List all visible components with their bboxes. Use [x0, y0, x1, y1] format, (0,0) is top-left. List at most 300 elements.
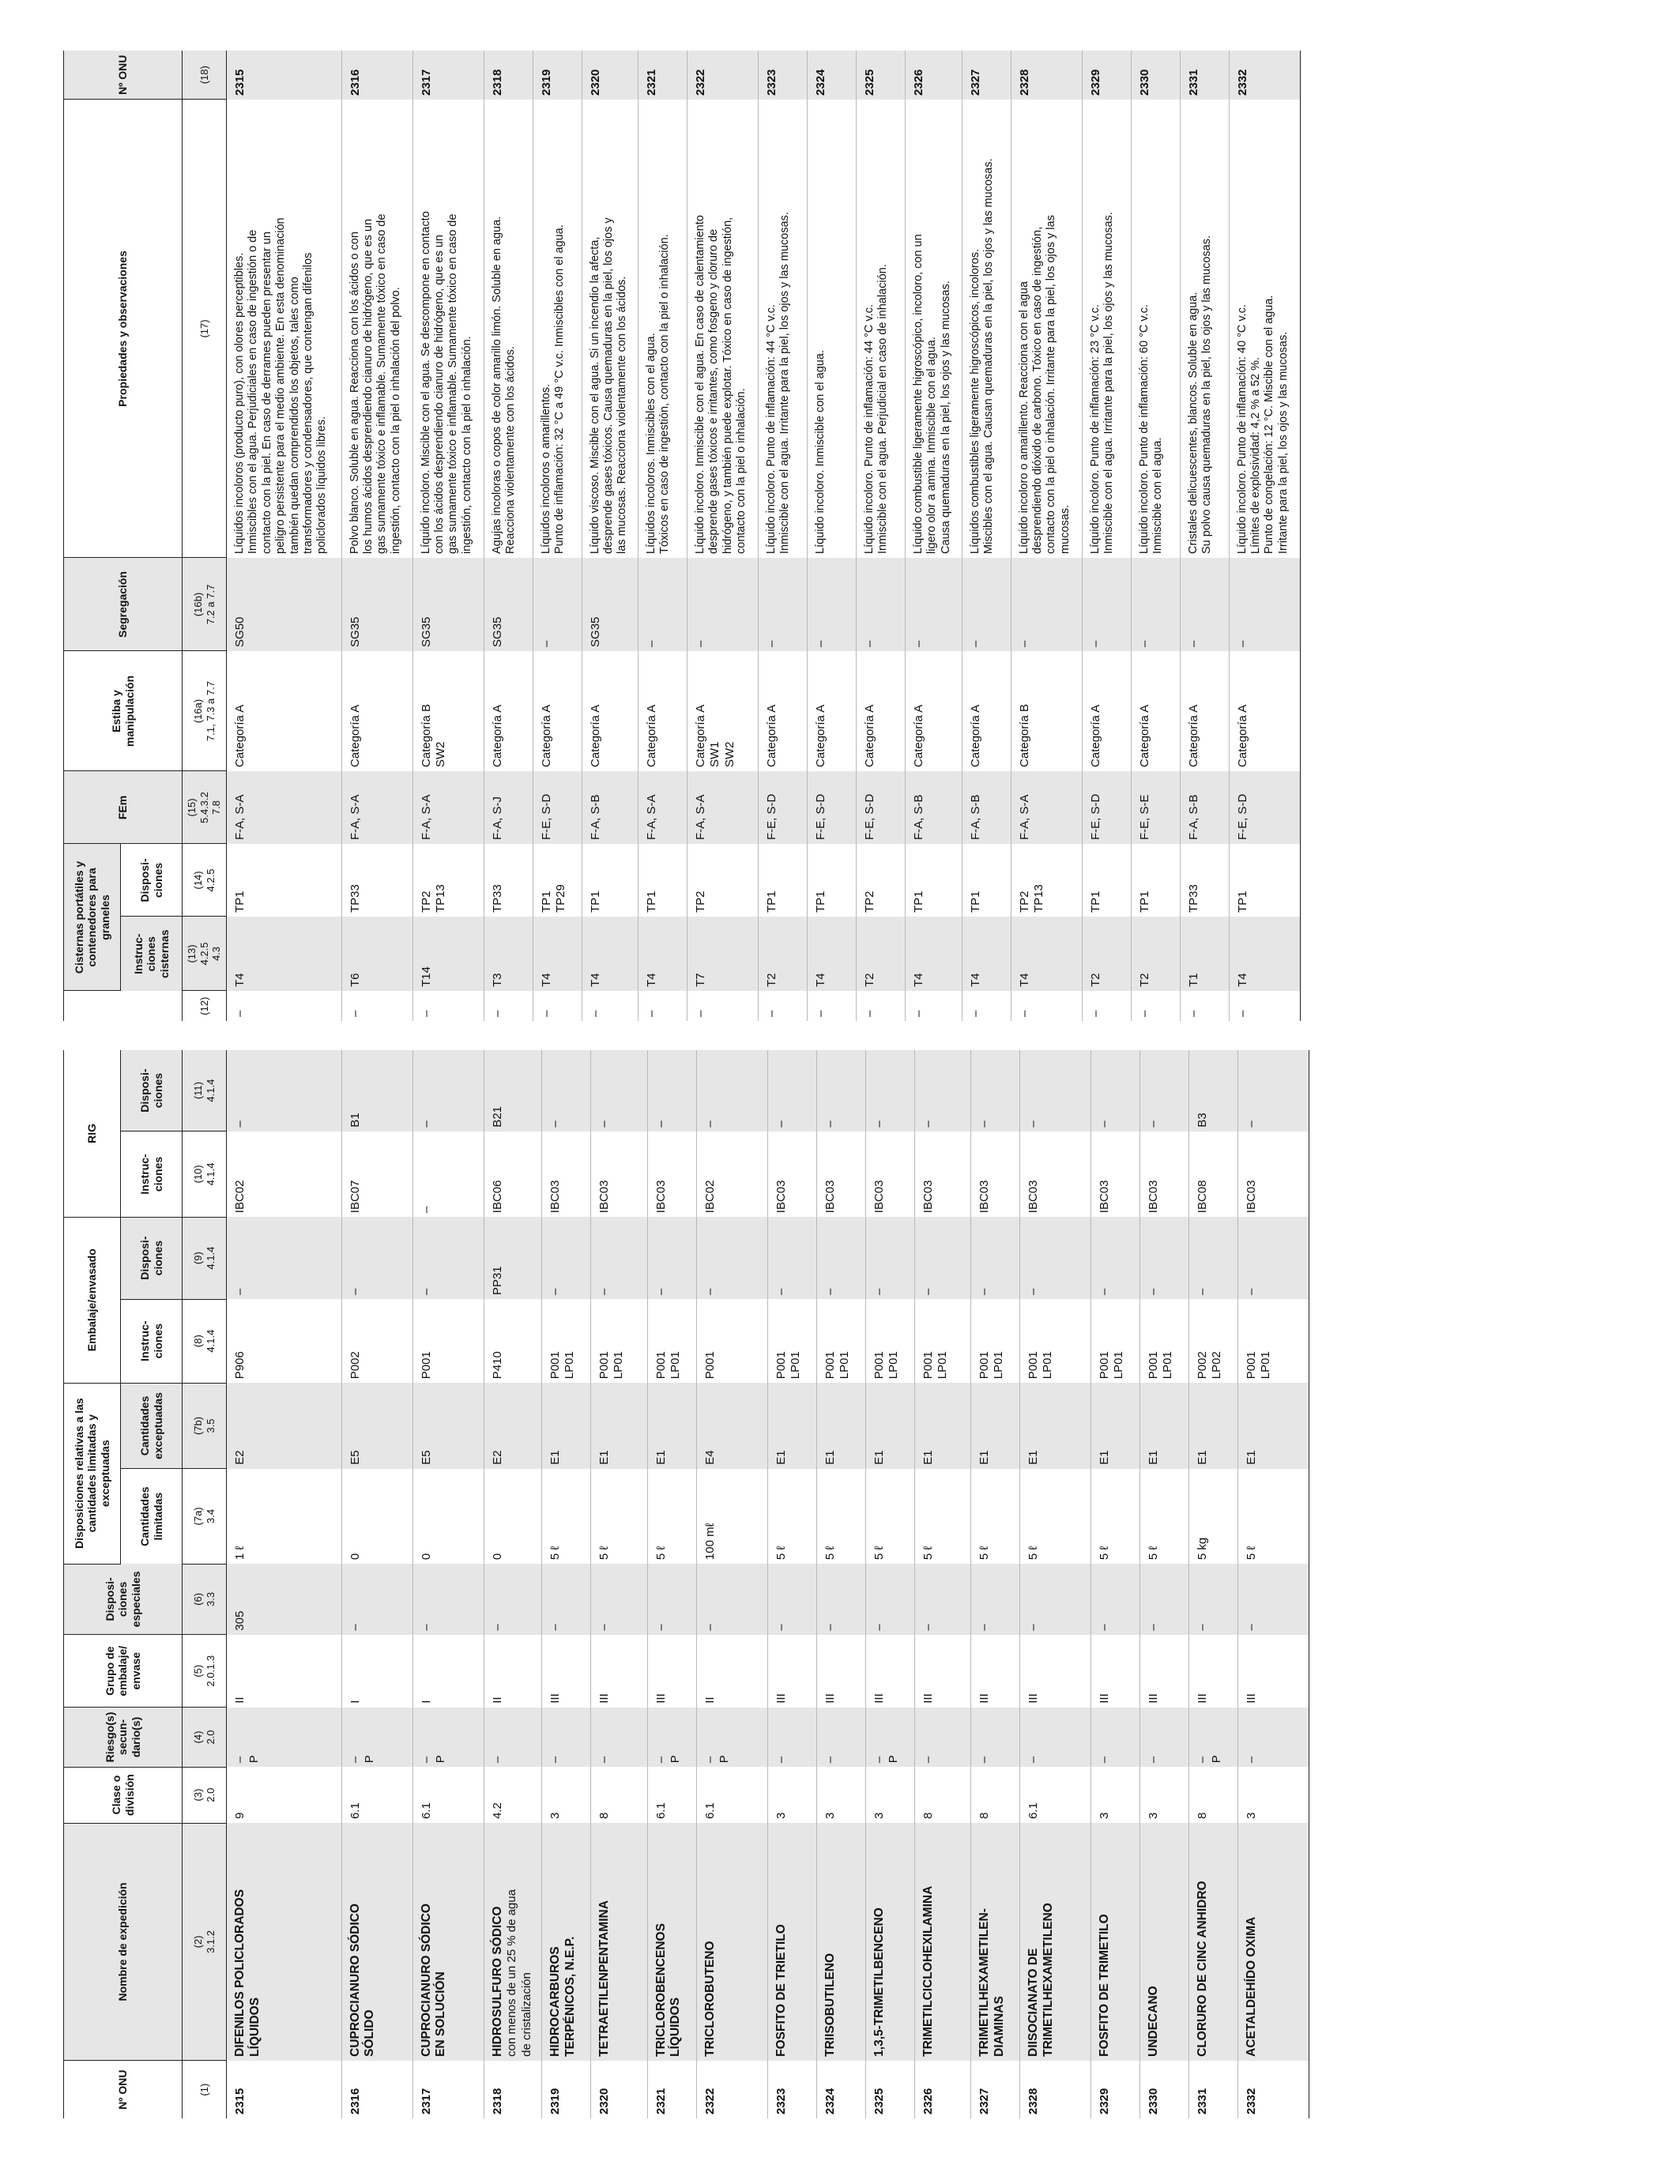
- tank-provisions-line: TP13: [433, 884, 447, 913]
- subsidiary-risk-line: –: [1098, 1756, 1111, 1764]
- col-12: –: [906, 991, 962, 1021]
- tank-provisions-line: TP13: [1031, 884, 1045, 913]
- stowage-line: SW2: [722, 741, 736, 767]
- un-number: 2328: [1020, 2061, 1091, 2118]
- properties: [1180, 100, 1229, 558]
- tank-instructions: T2: [1082, 917, 1131, 991]
- shipping-name: [591, 1823, 648, 2061]
- properties-line: desprendiendo dióxido de carbono. Tóxico en caso de ingestión,: [1030, 226, 1044, 554]
- un-number: 2332: [1238, 2061, 1309, 2118]
- tank-provisions: [533, 844, 582, 917]
- table-row: [1238, 1050, 1309, 2118]
- properties-line: Líquidos combustibles ligeramente higroscópicos, incoloros.: [968, 248, 981, 554]
- properties: [1011, 100, 1082, 558]
- table-row: [962, 51, 1011, 1021]
- header-segregation: Segregación: [64, 558, 183, 651]
- packing-provisions: –: [341, 1217, 412, 1299]
- un-number-right: 2320: [582, 51, 638, 100]
- properties: [687, 100, 759, 558]
- packing-provisions: –: [1020, 1217, 1091, 1299]
- ibc-instructions: IBC03: [591, 1132, 648, 1218]
- table-row: [687, 51, 759, 1021]
- subsidiary-risk: [971, 1708, 1020, 1768]
- excepted-quantity: E2: [484, 1383, 542, 1469]
- packing-provisions: –: [696, 1217, 767, 1299]
- packing-instructions-line: P001: [921, 1351, 935, 1380]
- ibc-provisions: B3: [1189, 1050, 1238, 1132]
- properties-line: Líquido incoloro. Miscible con el agua. Se descompone en contacto: [419, 211, 432, 554]
- tank-provisions: [1229, 844, 1300, 917]
- properties-line: Inmiscible con el agua. Irritante para la piel, los ojos y las mucosas.: [1102, 212, 1115, 554]
- tank-instructions: T2: [759, 917, 808, 991]
- packing-provisions: –: [914, 1217, 971, 1299]
- segregation: –: [1011, 558, 1082, 651]
- packing-instructions: [227, 1299, 342, 1383]
- ibc-instructions: IBC03: [1020, 1132, 1091, 1218]
- special-provisions: –: [816, 1564, 865, 1635]
- special-provisions: –: [647, 1564, 696, 1635]
- tank-provisions-line: TP1: [1235, 891, 1249, 913]
- special-provisions: –: [914, 1564, 971, 1635]
- excepted-quantity: E1: [767, 1383, 816, 1469]
- properties-line: Líquidos incoloros. Inmiscibles con el agua.: [645, 333, 657, 554]
- un-number-right: 2332: [1229, 51, 1300, 100]
- packing-provisions: –: [412, 1217, 484, 1299]
- table-row: [412, 1050, 484, 2118]
- packing-instructions-line: P906: [233, 1351, 247, 1380]
- limited-quantity: 5 ℓ: [591, 1469, 648, 1564]
- tank-provisions-line: TP1: [814, 891, 827, 913]
- subsidiary-risk-line: –: [597, 1756, 611, 1764]
- ibc-provisions: –: [914, 1050, 971, 1132]
- subsidiary-risk-line: –: [703, 1756, 717, 1764]
- tank-provisions-line: TP2: [863, 891, 876, 913]
- packing-instructions-line: LP01: [886, 1351, 900, 1380]
- subsidiary-risk-line: –: [233, 1756, 247, 1764]
- limited-quantity: 5 ℓ: [1238, 1469, 1309, 1564]
- special-provisions: –: [865, 1564, 914, 1635]
- packing-provisions: –: [1091, 1217, 1140, 1299]
- stowage: [1180, 651, 1229, 771]
- un-number: 2320: [591, 2061, 648, 2118]
- packing-group: III: [1091, 1635, 1140, 1708]
- segregation: –: [962, 558, 1011, 651]
- limited-quantity: 5 ℓ: [1140, 1469, 1189, 1564]
- limited-quantity: 0: [341, 1469, 412, 1564]
- shipping-name-line: CLORURO DE CINC ANHIDRO: [1196, 1881, 1209, 2057]
- shipping-name: [971, 1823, 1020, 2061]
- tank-provisions-line: TP1: [233, 891, 247, 913]
- colnum-7a: (7a) 3.4: [183, 1469, 227, 1564]
- subsidiary-risk-line: P: [668, 1755, 682, 1764]
- subsidiary-risk: [227, 1708, 342, 1768]
- stowage: [412, 651, 484, 771]
- properties-line: contacto con la piel o inhalación.: [735, 388, 748, 554]
- stowage: [1131, 651, 1180, 771]
- un-number: 2319: [542, 2061, 591, 2118]
- stowage-line: Categoría A: [233, 704, 247, 767]
- un-number-right: 2328: [1011, 51, 1082, 100]
- packing-group: III: [591, 1635, 648, 1708]
- stowage-line: Categoría A: [1235, 704, 1249, 767]
- shipping-name: [1020, 1823, 1091, 2061]
- properties-line: Líquido combustible ligeramente higroscópico, incoloro, con un: [912, 234, 925, 554]
- packing-instructions-line: LP01: [788, 1351, 802, 1380]
- dangerous-goods-table-left: [63, 1050, 1309, 2118]
- tank-provisions: [1011, 844, 1082, 917]
- stowage-line: Categoría A: [1088, 704, 1102, 767]
- packing-instructions: [647, 1299, 696, 1383]
- subsidiary-risk: [816, 1708, 865, 1768]
- properties-line: Límites de explosividad: 4,2 % a 52 %.: [1249, 356, 1262, 554]
- ibc-provisions: –: [971, 1050, 1020, 1132]
- table-row: [906, 51, 962, 1021]
- shipping-name-line: FOSFITO DE TRIETILO: [774, 1924, 788, 2057]
- properties-line: peligro persistente para el medio ambiente. En esta denominación: [274, 217, 288, 554]
- subsidiary-risk-line: –: [872, 1756, 886, 1764]
- packing-instructions-line: LP01: [563, 1351, 577, 1380]
- col-12: –: [412, 991, 484, 1021]
- special-provisions: –: [412, 1564, 484, 1635]
- col-12: –: [1082, 991, 1131, 1021]
- un-number: 2325: [865, 2061, 914, 2118]
- col-12: –: [638, 991, 687, 1021]
- class: 8: [971, 1767, 1020, 1823]
- right-table-panel: [63, 51, 1301, 1021]
- properties: [484, 100, 533, 558]
- header-subsidiary-risk: Riesgo(s) secun- dario(s): [64, 1708, 183, 1768]
- stowage-line: Categoría A: [645, 704, 658, 767]
- stowage-line: SW2: [433, 741, 447, 767]
- excepted-quantity: E4: [696, 1383, 767, 1469]
- colnum-2: (2) 3.1.2: [183, 1823, 227, 2061]
- shipping-name-line: FOSFITO DE TRIMETILO: [1098, 1914, 1111, 2057]
- properties-line: Polvo blanco. Soluble en agua. Reacciona con los ácidos o con: [348, 232, 361, 554]
- header-ems: FEm: [64, 771, 183, 844]
- header-packing-provisions: Disposi- ciones: [121, 1217, 183, 1299]
- shipping-name: [816, 1823, 865, 2061]
- properties-line: Líquido viscoso. Miscible con el agua. Si un incendio la afecta,: [588, 236, 601, 554]
- un-number: 2324: [816, 2061, 865, 2118]
- stowage-line: Categoría B: [419, 703, 433, 767]
- shipping-name: [647, 1823, 696, 2061]
- header-special-provisions: Disposi- ciones especiales: [64, 1564, 183, 1635]
- packing-instructions-line: LP01: [992, 1351, 1006, 1380]
- table-row: [542, 1050, 591, 2118]
- tank-provisions-line: TP2: [694, 891, 707, 913]
- col-12: –: [808, 991, 857, 1021]
- header-packing-group: Grupo de embalaje/ envase: [64, 1635, 183, 1708]
- excepted-quantity: E2: [227, 1383, 342, 1469]
- ibc-provisions: –: [1091, 1050, 1140, 1132]
- ibc-instructions: IBC03: [1140, 1132, 1189, 1218]
- stowage: [687, 651, 759, 771]
- subsidiary-risk-line: P: [433, 1755, 447, 1764]
- properties-line: Causa quemaduras en la piel, los ojos y las mucosas.: [939, 281, 952, 554]
- properties: [1082, 100, 1131, 558]
- packing-provisions: –: [647, 1217, 696, 1299]
- subsidiary-risk: [1140, 1708, 1189, 1768]
- stowage-line: Categoría A: [1186, 704, 1200, 767]
- ibc-provisions: –: [767, 1050, 816, 1132]
- packing-instructions-line: LP01: [1161, 1351, 1175, 1380]
- un-number-right: 2322: [687, 51, 759, 100]
- colnum-4: (4) 2.0: [183, 1708, 227, 1768]
- shipping-name-line: DIAMINAS: [992, 1996, 1006, 2057]
- shipping-name: [412, 1823, 484, 2061]
- ibc-instructions: IBC03: [1238, 1132, 1309, 1218]
- properties-line: Miscibles con el agua. Causan quemaduras en la piel, los ojos y las mucosas.: [981, 158, 995, 554]
- shipping-name-line: DIFENILOS POLICLORADOS: [233, 1889, 247, 2057]
- packing-instructions-line: P001: [548, 1351, 562, 1380]
- packing-group: I: [341, 1635, 412, 1708]
- un-number-right: 2330: [1131, 51, 1180, 100]
- properties-line: hidrógeno, y también puede explotar. Tóxico en caso de ingestión,: [721, 217, 734, 554]
- un-number-right: 2321: [638, 51, 687, 100]
- colnum-12: (12): [183, 991, 227, 1021]
- subsidiary-risk-line: –: [490, 1756, 504, 1764]
- limited-quantity: 0: [412, 1469, 484, 1564]
- properties-line: gas sumamente tóxico e inflamable. Sumamente tóxico en caso de: [375, 213, 389, 554]
- class: 6.1: [647, 1767, 696, 1823]
- packing-instructions: [412, 1299, 484, 1383]
- header-group-quantities: Disposiciones relativas a las cantidades limitadas y exceptuadas: [64, 1383, 121, 1564]
- excepted-quantity: E5: [412, 1383, 484, 1469]
- table-row: [533, 51, 582, 1021]
- properties-line: las mucosas. Reacciona violentamente con los ácidos.: [616, 276, 629, 554]
- class: 8: [914, 1767, 971, 1823]
- properties: [533, 100, 582, 558]
- stowage-line: Categoría A: [348, 704, 362, 767]
- segregation: –: [808, 558, 857, 651]
- properties-line: desprende gases tóxicos. Causa quemaduras en la piel, los ojos y: [601, 217, 615, 554]
- tank-provisions-line: TP1: [968, 891, 982, 913]
- un-number: 2315: [227, 2061, 342, 2118]
- un-number-right: 2315: [227, 51, 342, 100]
- table-row: [759, 51, 808, 1021]
- properties-line: también quedan comprendidos los objetos, tales como: [288, 277, 301, 554]
- stowage: [227, 651, 342, 771]
- packing-group: III: [767, 1635, 816, 1708]
- table-row: [1189, 1050, 1238, 2118]
- colnum-16b: (16b) 7.2 a 7.7: [183, 558, 227, 651]
- segregation: –: [1082, 558, 1131, 651]
- packing-instructions: [1020, 1299, 1091, 1383]
- subsidiary-risk: [542, 1708, 591, 1768]
- packing-instructions: [696, 1299, 767, 1383]
- un-number: 2318: [484, 2061, 542, 2118]
- shipping-name: [1091, 1823, 1140, 2061]
- ibc-provisions: –: [591, 1050, 648, 1132]
- properties: [857, 100, 906, 558]
- subsidiary-risk-line: P: [886, 1755, 900, 1764]
- packing-provisions: –: [591, 1217, 648, 1299]
- header-ibc-instructions: Instruc- ciones: [121, 1132, 183, 1218]
- ibc-instructions: IBC03: [1091, 1132, 1140, 1218]
- stowage-line: Categoría A: [863, 704, 876, 767]
- shipping-name-line: TRIMETILHEXAMETILENO: [1041, 1903, 1055, 2057]
- class: 3: [865, 1767, 914, 1823]
- excepted-quantity: E1: [816, 1383, 865, 1469]
- tank-provisions: [808, 844, 857, 917]
- left-table-panel: [63, 1050, 1309, 2118]
- un-number: 2322: [696, 2061, 767, 2118]
- properties-line: Líquido incoloro. Punto de inflamación: 60 °C v.c.: [1137, 304, 1151, 554]
- table-row: [484, 1050, 542, 2118]
- packing-instructions: [1238, 1299, 1309, 1383]
- packing-instructions-line: P002: [1196, 1351, 1209, 1380]
- subsidiary-risk-line: –: [1245, 1756, 1258, 1764]
- subsidiary-risk: [484, 1708, 542, 1768]
- colnum-18: (18): [183, 51, 227, 100]
- header-ibc-provisions: Disposi- ciones: [121, 1050, 183, 1132]
- shipping-name: [914, 1823, 971, 2061]
- ems: F-E, S-D: [857, 771, 906, 844]
- shipping-name-line: SÓLIDO: [363, 2009, 377, 2057]
- properties: [341, 100, 412, 558]
- stowage-line: SW1: [708, 741, 722, 767]
- col-12: –: [759, 991, 808, 1021]
- tank-instructions: T3: [484, 917, 533, 991]
- ibc-instructions: IBC03: [971, 1132, 1020, 1218]
- subsidiary-risk: [767, 1708, 816, 1768]
- subsidiary-risk-line: P: [247, 1755, 262, 1764]
- table-row: [582, 51, 638, 1021]
- col-12: –: [962, 991, 1011, 1021]
- shipping-name-line: CUPROCIANURO SÓDICO: [419, 1903, 433, 2057]
- subsidiary-risk: [1189, 1708, 1238, 1768]
- properties-line: Inmiscible con el agua. Irritante para la piel, los ojos y las mucosas.: [778, 212, 792, 554]
- properties: [759, 100, 808, 558]
- un-number-right: 2317: [412, 51, 484, 100]
- ems: F-A, S-B: [1180, 771, 1229, 844]
- segregation: –: [687, 558, 759, 651]
- segregation: –: [1131, 558, 1180, 651]
- shipping-name-line: TRICLOROBUTENO: [703, 1941, 717, 2057]
- shipping-name-line: LÍQUIDOS: [247, 1997, 262, 2057]
- shipping-name: [227, 1823, 342, 2061]
- shipping-name: [767, 1823, 816, 2061]
- packing-instructions: [484, 1299, 542, 1383]
- stowage: [484, 651, 533, 771]
- tank-provisions: [1082, 844, 1131, 917]
- properties-line: Reacciona violentamente con los ácidos.: [503, 346, 517, 554]
- segregation: –: [1180, 558, 1229, 651]
- col-12: –: [227, 991, 342, 1021]
- tank-instructions: T4: [1229, 917, 1300, 991]
- stowage-line: Categoría A: [588, 704, 602, 767]
- colnum-7b: (7b) 3.5: [183, 1383, 227, 1469]
- ibc-instructions: –: [412, 1132, 484, 1218]
- un-number: 2330: [1140, 2061, 1189, 2118]
- table-row: [865, 1050, 914, 2118]
- subsidiary-risk: [1020, 1708, 1091, 1768]
- packing-instructions: [971, 1299, 1020, 1383]
- packing-instructions-line: P002: [348, 1351, 362, 1380]
- excepted-quantity: E1: [647, 1383, 696, 1469]
- ems: F-A, S-B: [582, 771, 638, 844]
- excepted-quantity: E1: [914, 1383, 971, 1469]
- header-col12: [64, 991, 183, 1021]
- colnum-6: (6) 3.3: [183, 1564, 227, 1635]
- tank-instructions: T1: [1180, 917, 1229, 991]
- shipping-name-line: UNDECANO: [1147, 1986, 1160, 2057]
- properties-line: Líquido incoloro o amarillento. Reacciona con el agua: [1017, 281, 1030, 554]
- packing-instructions-line: LP01: [1259, 1351, 1273, 1380]
- tank-provisions: [412, 844, 484, 917]
- packing-group: III: [865, 1635, 914, 1708]
- table-row: [341, 51, 412, 1021]
- packing-group: III: [1140, 1635, 1189, 1708]
- table-row: [808, 51, 857, 1021]
- properties: [1131, 100, 1180, 558]
- packing-group: II: [227, 1635, 342, 1708]
- ems: F-A, S-A: [638, 771, 687, 844]
- packing-instructions: [1140, 1299, 1189, 1383]
- tank-instructions: T4: [582, 917, 638, 991]
- stowage-line: Categoría A: [765, 704, 778, 767]
- table-row: [1020, 1050, 1091, 2118]
- col-12: –: [1229, 991, 1300, 1021]
- stowage-line: Categoría A: [912, 704, 925, 767]
- subsidiary-risk-line: P: [717, 1755, 731, 1764]
- tank-instructions: T2: [857, 917, 906, 991]
- special-provisions: –: [1091, 1564, 1140, 1635]
- segregation: –: [857, 558, 906, 651]
- table-row: [914, 1050, 971, 2118]
- ems: F-E, S-E: [1131, 771, 1180, 844]
- table-row: [412, 51, 484, 1021]
- properties-line: Líquido incoloro. Inmiscible con el agua. En caso de calentamiento: [694, 215, 706, 554]
- subsidiary-risk-line: –: [654, 1756, 668, 1764]
- ibc-instructions: IBC03: [767, 1132, 816, 1218]
- properties-line: Tóxicos en caso de ingestión, contacto con la piel o inhalación.: [658, 234, 672, 554]
- ems: F-E, S-D: [533, 771, 582, 844]
- ems: F-E, S-D: [1229, 771, 1300, 844]
- col-12: –: [1011, 991, 1082, 1021]
- tank-provisions: [638, 844, 687, 917]
- colnum-10: (10) 4.1.4: [183, 1132, 227, 1218]
- tank-provisions-line: TP1: [1137, 891, 1151, 913]
- packing-instructions-line: P001: [654, 1351, 668, 1380]
- limited-quantity: 5 ℓ: [865, 1469, 914, 1564]
- packing-group: III: [816, 1635, 865, 1708]
- header-group-rig: RIG: [64, 1050, 121, 1217]
- un-number: 2331: [1189, 2061, 1238, 2118]
- properties: [1229, 100, 1300, 558]
- packing-instructions: [865, 1299, 914, 1383]
- dangerous-goods-table-right: [63, 51, 1301, 1021]
- properties-line: Agujas incoloras o copos de color amarillo limón. Soluble en agua.: [490, 216, 503, 554]
- properties-line: Líquido incoloro. Punto de inflamación: 23 °C v.c.: [1088, 304, 1102, 554]
- colnum-9: (9) 4.1.4: [183, 1217, 227, 1299]
- subsidiary-risk-line: –: [348, 1756, 362, 1764]
- class: 6.1: [341, 1767, 412, 1823]
- col-12: –: [533, 991, 582, 1021]
- col-12: –: [857, 991, 906, 1021]
- header-un: Nº ONU: [64, 2061, 183, 2118]
- packing-instructions-line: LP02: [1210, 1351, 1224, 1380]
- segregation: –: [1229, 558, 1300, 651]
- excepted-quantity: E1: [591, 1383, 648, 1469]
- col-12: –: [582, 991, 638, 1021]
- un-number-right: 2329: [1082, 51, 1131, 100]
- tank-provisions-line: TP2: [1017, 891, 1031, 913]
- subsidiary-risk: [865, 1708, 914, 1768]
- packing-instructions: [816, 1299, 865, 1383]
- tank-instructions: T14: [412, 917, 484, 991]
- tank-provisions-line: TP33: [1186, 884, 1200, 913]
